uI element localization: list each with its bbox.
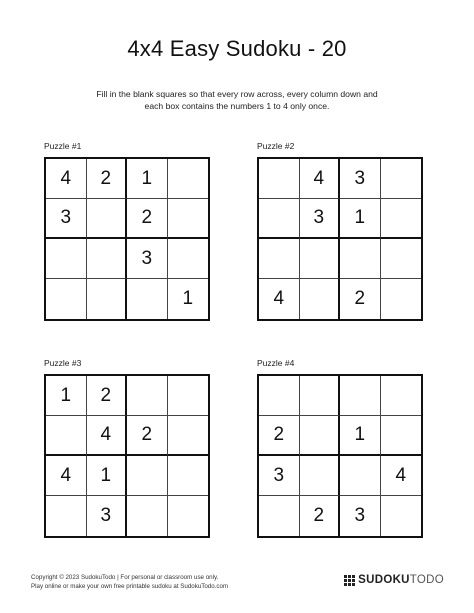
sudoku-cell[interactable]: 4 <box>46 159 87 199</box>
logo-text-light: TODO <box>409 574 444 586</box>
sudoku-cell[interactable] <box>259 159 300 199</box>
sudoku-cell[interactable]: 2 <box>127 199 168 239</box>
sudoku-cell[interactable]: 4 <box>87 416 128 456</box>
sudoku-cell[interactable]: 1 <box>46 376 87 416</box>
puzzle-label: Puzzle #2 <box>257 141 295 151</box>
logo-text-bold: SUDOKU <box>358 574 410 586</box>
sudoku-cell[interactable] <box>300 239 341 279</box>
sudoku-cell[interactable] <box>381 496 422 536</box>
sudoku-cell[interactable]: 4 <box>46 456 87 496</box>
sudoku-cell[interactable] <box>168 456 209 496</box>
sudoku-cell[interactable]: 4 <box>381 456 422 496</box>
sudoku-cell[interactable] <box>300 376 341 416</box>
sudoku-cell[interactable] <box>46 496 87 536</box>
sudoku-cell[interactable] <box>381 416 422 456</box>
sudoku-cell[interactable]: 3 <box>300 199 341 239</box>
sudoku-cell[interactable] <box>340 239 381 279</box>
sudoku-cell[interactable]: 2 <box>87 376 128 416</box>
sudoku-grid <box>257 374 423 538</box>
footer-line-1: Copyright © 2023 SudokuTodo | For personal or classroom use only. <box>31 574 219 581</box>
sudoku-cell[interactable]: 1 <box>340 199 381 239</box>
instructions-line-2: each box contains the numbers 1 to 4 only once. <box>144 101 330 111</box>
sudoku-cell[interactable] <box>340 456 381 496</box>
sudoku-cell[interactable] <box>87 199 128 239</box>
sudoku-cell[interactable] <box>127 456 168 496</box>
sudoku-cell[interactable] <box>381 159 422 199</box>
puzzle-1 <box>44 141 212 321</box>
puzzle-2 <box>257 141 425 321</box>
sudoku-cell[interactable] <box>168 416 209 456</box>
sudoku-cell[interactable] <box>259 239 300 279</box>
sudoku-cell[interactable] <box>168 239 209 279</box>
sudoku-cell[interactable]: 2 <box>340 279 381 319</box>
sudoku-cell[interactable] <box>340 376 381 416</box>
sudoku-cell[interactable] <box>46 239 87 279</box>
page-title: 4x4 Easy Sudoku - 20 <box>127 36 347 61</box>
instructions <box>60 88 414 112</box>
footer-copyright <box>31 573 228 591</box>
sudoku-cell[interactable]: 2 <box>87 159 128 199</box>
sudoku-grid <box>44 157 210 321</box>
sudoku-cell[interactable] <box>168 159 209 199</box>
sudoku-cell[interactable]: 3 <box>340 159 381 199</box>
puzzle-label: Puzzle #4 <box>257 358 295 368</box>
puzzle-label: Puzzle #3 <box>44 358 82 368</box>
sudoku-cell[interactable] <box>87 279 128 319</box>
sudoku-cell[interactable]: 2 <box>300 496 341 536</box>
sudoku-cell[interactable]: 1 <box>182 288 194 309</box>
sudokutodo-logo <box>344 574 444 586</box>
grid-icon <box>344 575 355 586</box>
sudoku-cell[interactable]: 4 <box>300 159 341 199</box>
sudoku-cell[interactable] <box>46 279 87 319</box>
sudoku-cell[interactable] <box>259 496 300 536</box>
sudoku-cell[interactable]: 1 <box>127 159 168 199</box>
sudoku-cell[interactable] <box>300 416 341 456</box>
sudoku-cell[interactable]: 3 <box>127 239 168 279</box>
sudoku-cell[interactable]: 3 <box>87 496 128 536</box>
sudoku-grid <box>44 374 210 538</box>
sudoku-cell[interactable] <box>259 376 300 416</box>
puzzle-3 <box>44 358 212 538</box>
sudoku-grid <box>257 157 423 321</box>
footer-line-2: Play online or make your own free printable sudoku at SudokuTodo.com <box>31 583 229 590</box>
sudoku-cell[interactable] <box>381 376 422 416</box>
sudoku-cell[interactable] <box>300 279 341 319</box>
sudoku-cell[interactable] <box>381 199 422 239</box>
sudoku-cell[interactable]: 4 <box>259 279 300 319</box>
instructions-line-1: Fill in the blank squares so that every row across, every column down and <box>96 89 378 99</box>
sudoku-cell[interactable]: 3 <box>46 199 87 239</box>
sudoku-cell[interactable]: 2 <box>259 416 300 456</box>
sudoku-cell[interactable] <box>168 199 209 239</box>
sudoku-cell[interactable] <box>87 239 128 279</box>
sudoku-cell[interactable] <box>381 279 422 319</box>
sudoku-cell[interactable]: 3 <box>340 496 381 536</box>
sudoku-cell[interactable]: 2 <box>127 416 168 456</box>
sudoku-cell[interactable]: 1 <box>340 416 381 456</box>
puzzle-4 <box>257 358 425 538</box>
sudoku-cell[interactable] <box>127 496 168 536</box>
sudoku-cell[interactable] <box>127 279 168 319</box>
sudoku-cell[interactable] <box>127 376 168 416</box>
sudoku-cell[interactable]: 1 <box>87 456 128 496</box>
logo-text <box>358 574 444 586</box>
sudoku-cell[interactable] <box>168 376 209 416</box>
sudoku-cell[interactable] <box>300 456 341 496</box>
sudoku-cell[interactable] <box>168 496 209 536</box>
sudoku-cell[interactable] <box>46 416 87 456</box>
sudoku-cell[interactable]: 3 <box>259 456 300 496</box>
puzzle-label: Puzzle #1 <box>44 141 82 151</box>
sudoku-cell[interactable] <box>381 239 422 279</box>
sudoku-cell[interactable] <box>259 199 300 239</box>
